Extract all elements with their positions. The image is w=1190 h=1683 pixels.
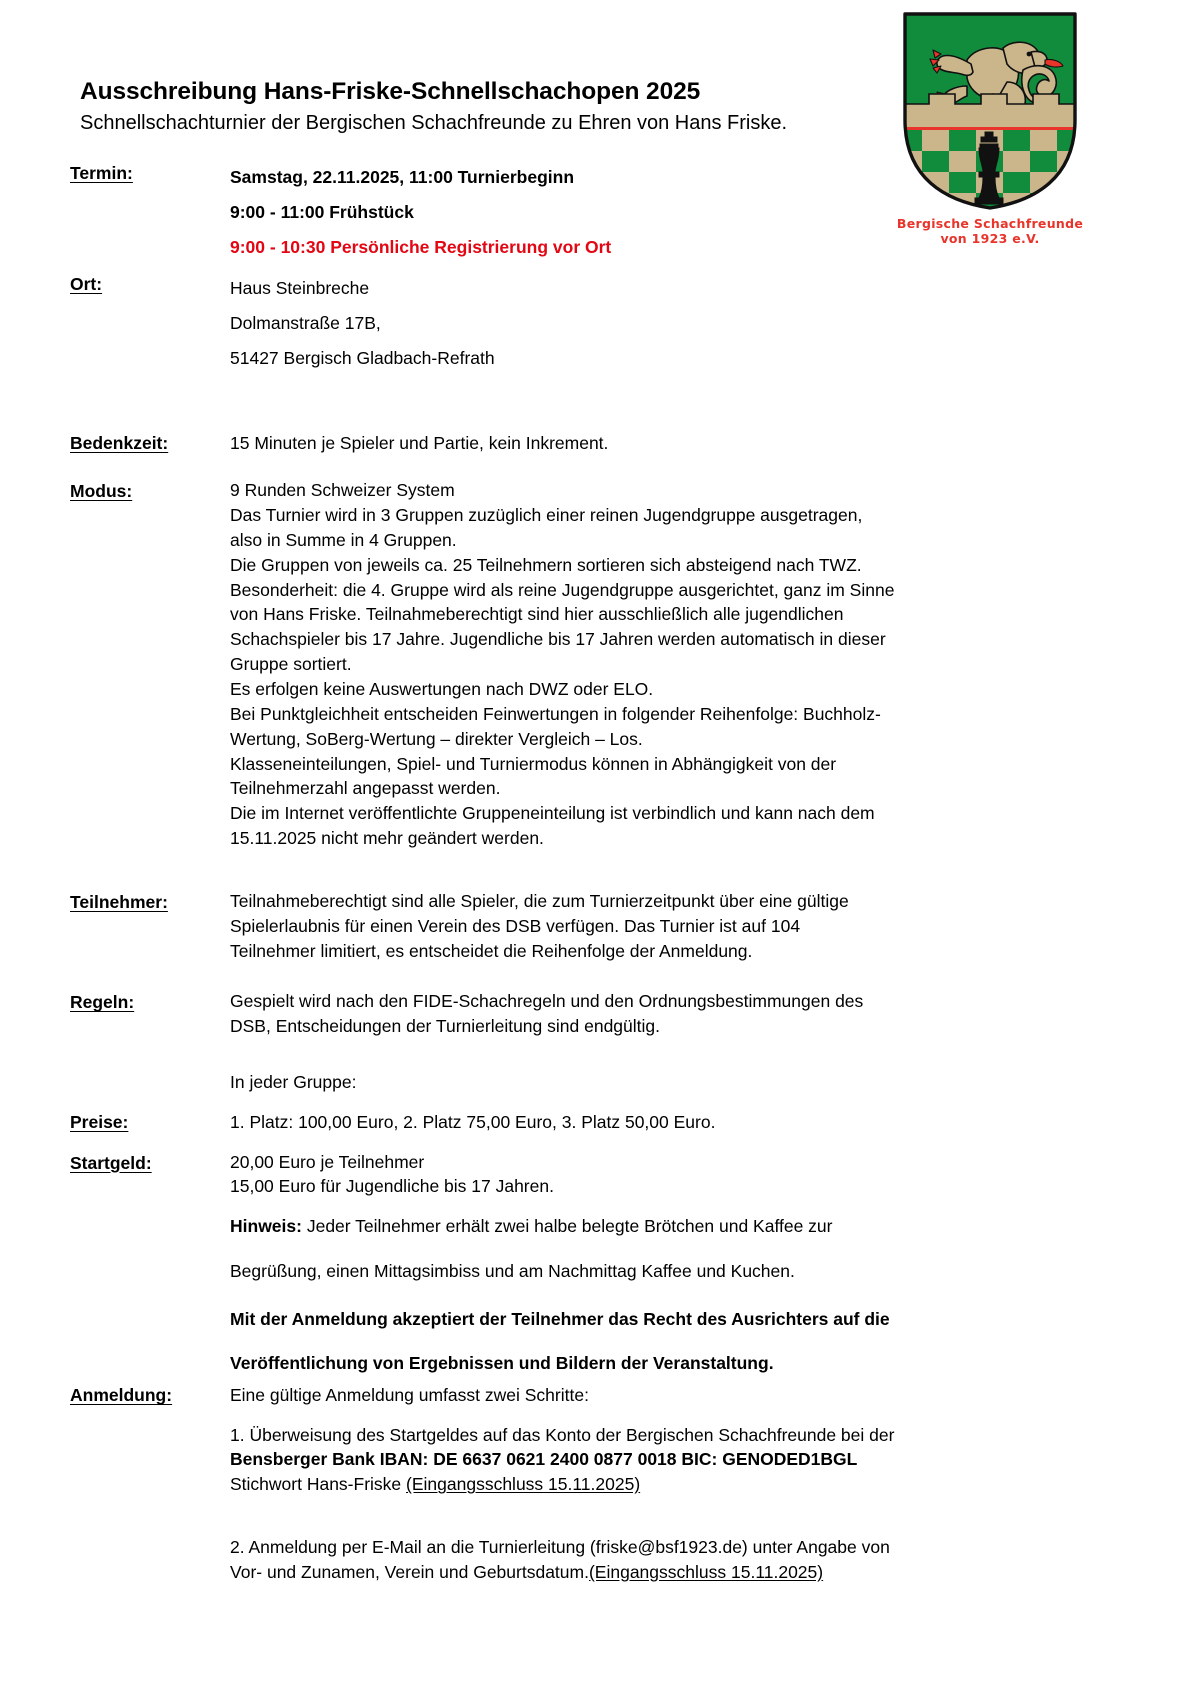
section-preise — [70, 1109, 1100, 1135]
modus-line: Besonderheit: die 4. Gruppe wird als reine Jugendgruppe ausgerichtet, ganz im Sinne — [230, 579, 895, 600]
label-ort: Ort: — [70, 274, 103, 294]
value-ort — [230, 271, 1100, 376]
startgeld-hinweis — [230, 1213, 1100, 1239]
anmeldung-step1-keyword — [230, 1472, 1100, 1497]
label-termin: Termin: — [70, 163, 133, 183]
regeln-line: DSB, Entscheidungen der Turnierleitung sind endgültig. — [230, 1016, 660, 1037]
modus-line: Die im Internet veröffentlichte Gruppeneinteilung ist verbindlich und kann nach dem — [230, 803, 875, 824]
gruppe-note-text: In jeder Gruppe: — [230, 1072, 357, 1093]
hinweis-label: Hinweis: — [230, 1216, 302, 1237]
value-preise — [230, 1109, 1100, 1135]
section-termin — [70, 160, 1100, 265]
keyword-prefix: Stichwort Hans-Friske — [230, 1474, 407, 1495]
ort-line2: Dolmanstraße 17B, — [230, 313, 381, 333]
consent-line-1: Mit der Anmeldung akzeptiert der Teilnehmer das Recht des Ausrichters auf die — [230, 1308, 890, 1329]
value-bedenkzeit — [230, 430, 1100, 456]
page-title: Ausschreibung Hans-Friske-Schnellschachopen 2025 — [80, 78, 701, 105]
crest-caption-line2: von 1923 e.V. — [940, 231, 1040, 247]
value-anmeldung — [230, 1382, 1100, 1584]
modus-line: Gruppe sortiert. — [230, 654, 352, 675]
label-teilnehmer: Teilnehmer: — [70, 891, 168, 912]
modus-line: also in Summe in 4 Gruppen. — [230, 529, 457, 550]
label-startgeld: Startgeld: — [70, 1152, 152, 1173]
section-teilnehmer — [70, 889, 1100, 964]
section-gruppe-note — [70, 1069, 1100, 1095]
modus-line: Wertung, SoBerg-Wertung – direkter Vergleich – Los. — [230, 728, 643, 749]
section-modus — [70, 478, 1100, 851]
anmeldung-step1-line1: 1. Überweisung des Startgeldes auf das Konto der Bergischen Schachfreunde bei der — [230, 1424, 895, 1445]
termin-line1: Samstag, 22.11.2025, 11:00 Turnierbeginn — [230, 167, 575, 187]
teilnehmer-line: Spielerlaubnis für einen Verein des DSB verfügen. Das Turnier ist auf 104 — [230, 915, 801, 936]
bedenkzeit-text: 15 Minuten je Spieler und Partie, kein Inkrement. — [230, 433, 609, 453]
ort-line1: Haus Steinbreche — [230, 278, 370, 298]
modus-line: Es erfolgen keine Auswertungen nach DWZ oder ELO. — [230, 679, 654, 699]
termin-registration-note: 9:00 - 10:30 Persönliche Registrierung vor Ort — [230, 237, 612, 257]
preise-text: 1. Platz: 100,00 Euro, 2. Platz 75,00 Euro, 3. Platz 50,00 Euro. — [230, 1112, 716, 1133]
label-modus: Modus: — [70, 481, 133, 502]
deadline-1: (Eingangsschluss 15.11.2025) — [406, 1474, 641, 1495]
modus-line: Teilnehmerzahl angepasst werden. — [230, 778, 501, 799]
teilnehmer-line: Teilnahmeberechtigt sind alle Spieler, die zum Turnierzeitpunkt über eine gültige — [230, 890, 849, 911]
hinweis-text-2: Begrüßung, einen Mittagsimbiss und am Nachmittag Kaffee und Kuchen. — [230, 1260, 795, 1281]
page-subtitle: Schnellschachturnier der Bergischen Schachfreunde zu Ehren von Hans Friske. — [80, 111, 788, 134]
deadline-2: (Eingangsschluss 15.11.2025) — [588, 1561, 824, 1582]
modus-line: Das Turnier wird in 3 Gruppen zuzüglich einer reinen Jugendgruppe ausgetragen, — [230, 505, 863, 526]
value-startgeld — [230, 1150, 1100, 1377]
modus-line: Klasseneinteilungen, Spiel- und Turniermodus können in Abhängigkeit von der — [230, 753, 837, 774]
label-regeln: Regeln: — [70, 992, 135, 1013]
modus-line: von Hans Friske. Teilnahmeberechtigt sind hier ausschließlich alle jugendlichen — [230, 604, 844, 625]
anmeldung-intro: Eine gültige Anmeldung umfasst zwei Schritte: — [230, 1385, 589, 1406]
step2-prefix: Vor- und Zunamen, Verein und Geburtsdatum. — [230, 1561, 589, 1582]
modus-line: Schachspieler bis 17 Jahre. Jugendliche bis 17 Jahren werden automatisch in dieser — [230, 629, 886, 650]
anmeldung-step2-line1: 2. Anmeldung per E-Mail an die Turnierleitung (friske@bsf1923.de) unter Angabe von — [230, 1537, 890, 1558]
label-preise: Preise: — [70, 1112, 129, 1133]
value-regeln — [230, 989, 1100, 1039]
crest-caption-line1: Bergische Schachfreunde — [896, 216, 1084, 231]
modus-line: 15.11.2025 nicht mehr geändert werden. — [230, 828, 544, 849]
section-bedenkzeit — [70, 430, 1100, 456]
startgeld-line2: 15,00 Euro für Jugendliche bis 17 Jahren. — [230, 1176, 554, 1197]
regeln-line: Gespielt wird nach den FIDE-Schachregeln und den Ordnungsbestimmungen des — [230, 991, 864, 1012]
section-startgeld — [70, 1150, 1100, 1377]
document-header — [80, 78, 870, 135]
section-ort — [70, 271, 1100, 376]
label-bedenkzeit: Bedenkzeit: — [70, 433, 169, 453]
section-regeln — [70, 989, 1100, 1039]
hinweis-text-1: Jeder Teilnehmer erhält zwei halbe belegte Brötchen und Kaffee zur — [301, 1216, 833, 1237]
consent-line-2: Veröffentlichung von Ergebnissen und Bildern der Veranstaltung. — [230, 1353, 774, 1374]
ort-line3: 51427 Bergisch Gladbach-Refrath — [230, 348, 495, 368]
anmeldung-step2-line2 — [230, 1560, 1100, 1585]
section-anmeldung — [70, 1382, 1100, 1584]
document-body — [70, 160, 1100, 1585]
anmeldung-bank-details: Bensberger Bank IBAN: DE 6637 0621 2400 0877 0018 BIC: GENODED1BGL — [230, 1449, 858, 1470]
value-termin — [230, 160, 1100, 265]
termin-line2: 9:00 - 11:00 Frühstück — [230, 202, 414, 222]
value-teilnehmer — [230, 889, 1100, 964]
teilnehmer-line: Teilnehmer limitiert, es entscheidet die Reihenfolge der Anmeldung. — [230, 940, 753, 961]
startgeld-line1: 20,00 Euro je Teilnehmer — [230, 1151, 425, 1172]
value-gruppe-note — [230, 1069, 1100, 1095]
value-modus — [230, 478, 1100, 851]
label-anmeldung: Anmeldung: — [70, 1385, 173, 1406]
modus-line: Bei Punktgleichheit entscheiden Feinwertungen in folgender Reihenfolge: Buchholz- — [230, 703, 881, 724]
modus-line: 9 Runden Schweizer System — [230, 480, 455, 501]
modus-line: Die Gruppen von jeweils ca. 25 Teilnehmern sortieren sich absteigend nach TWZ. — [230, 554, 862, 575]
